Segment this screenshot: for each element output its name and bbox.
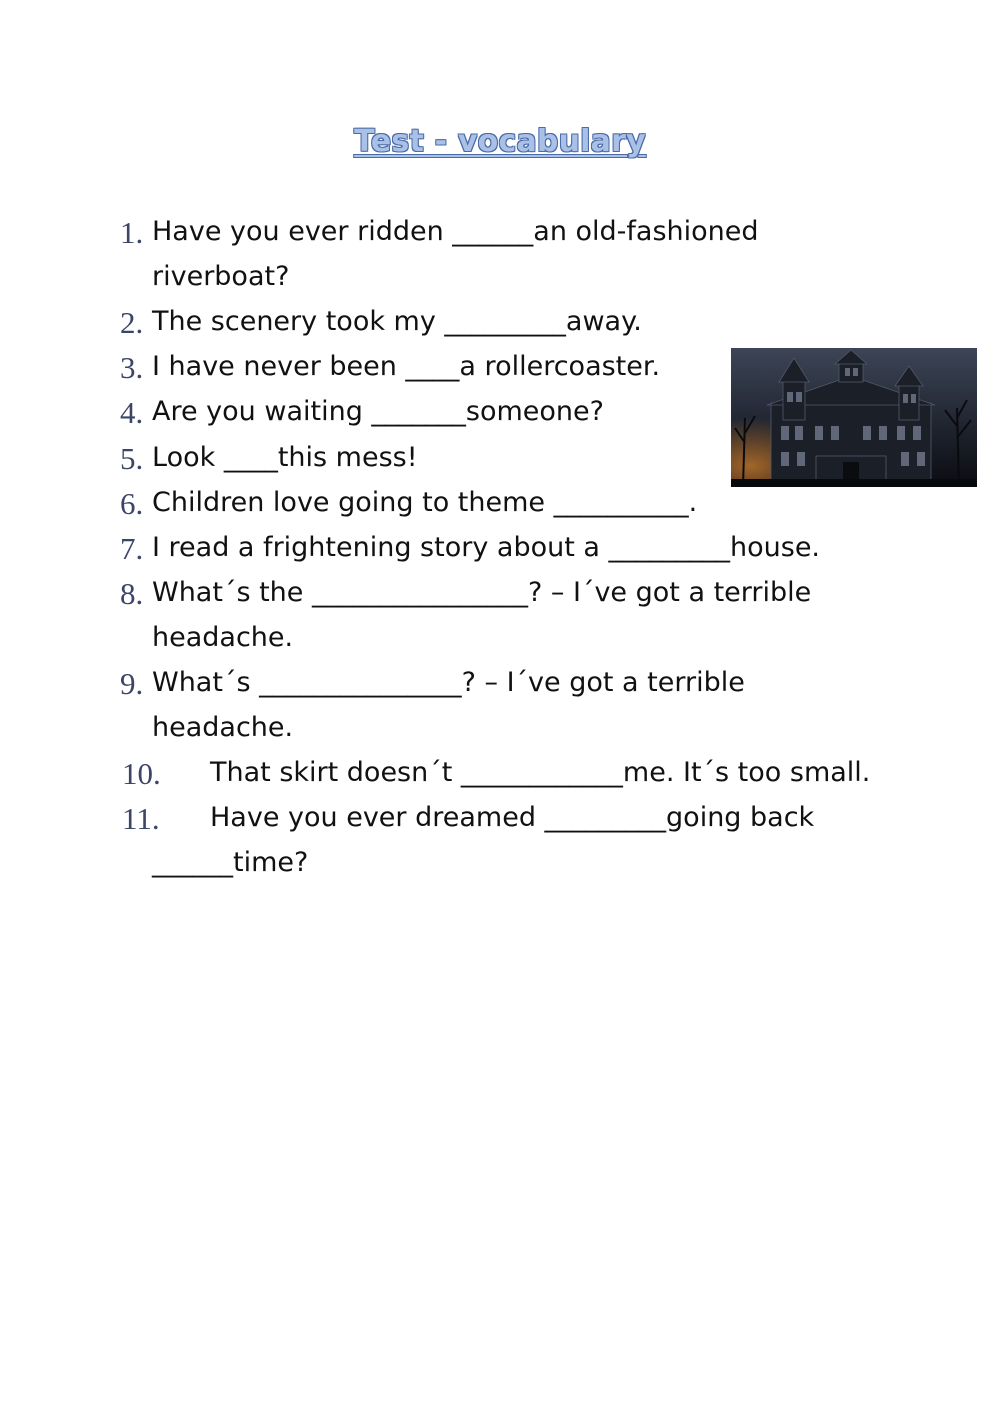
question-text: Look ____this mess! bbox=[152, 442, 418, 473]
question-number: 5. bbox=[120, 441, 144, 476]
question-number: 10. bbox=[122, 756, 161, 791]
question-number: 7. bbox=[120, 531, 144, 566]
question-text-continued: ______time? bbox=[152, 847, 309, 878]
haunted-house-image bbox=[731, 348, 977, 487]
question-number: 2. bbox=[120, 305, 144, 340]
page-title: Test - vocabulary bbox=[354, 124, 646, 159]
question-number: 9. bbox=[120, 666, 144, 701]
question-text: What´s _______________? – I´ve got a terrible bbox=[152, 667, 745, 698]
question-text: The scenery took my _________away. bbox=[152, 306, 642, 337]
question-text: Have you ever ridden ______an old-fashioned bbox=[152, 216, 759, 247]
question-number: 1. bbox=[120, 215, 144, 250]
question-number: 3. bbox=[120, 350, 144, 385]
question-text: Children love going to theme __________. bbox=[152, 487, 698, 518]
question-text: What´s the ________________? – I´ve got a terrible bbox=[152, 577, 812, 608]
question-number: 11. bbox=[122, 801, 160, 836]
question-text: I read a frightening story about a _________house. bbox=[152, 532, 821, 563]
question-number: 8. bbox=[120, 576, 144, 611]
question-number: 4. bbox=[120, 395, 144, 430]
question-text: Are you waiting _______someone? bbox=[152, 396, 604, 427]
question-text-continued: riverboat? bbox=[152, 261, 290, 292]
question-number: 6. bbox=[120, 486, 144, 521]
question-text: Have you ever dreamed _________going back bbox=[210, 802, 815, 833]
question-text-continued: headache. bbox=[152, 712, 294, 743]
question-text: That skirt doesn´t ____________me. It´s too small. bbox=[210, 757, 871, 788]
question-text-continued: headache. bbox=[152, 622, 294, 653]
question-text: I have never been ____a rollercoaster. bbox=[152, 351, 661, 382]
